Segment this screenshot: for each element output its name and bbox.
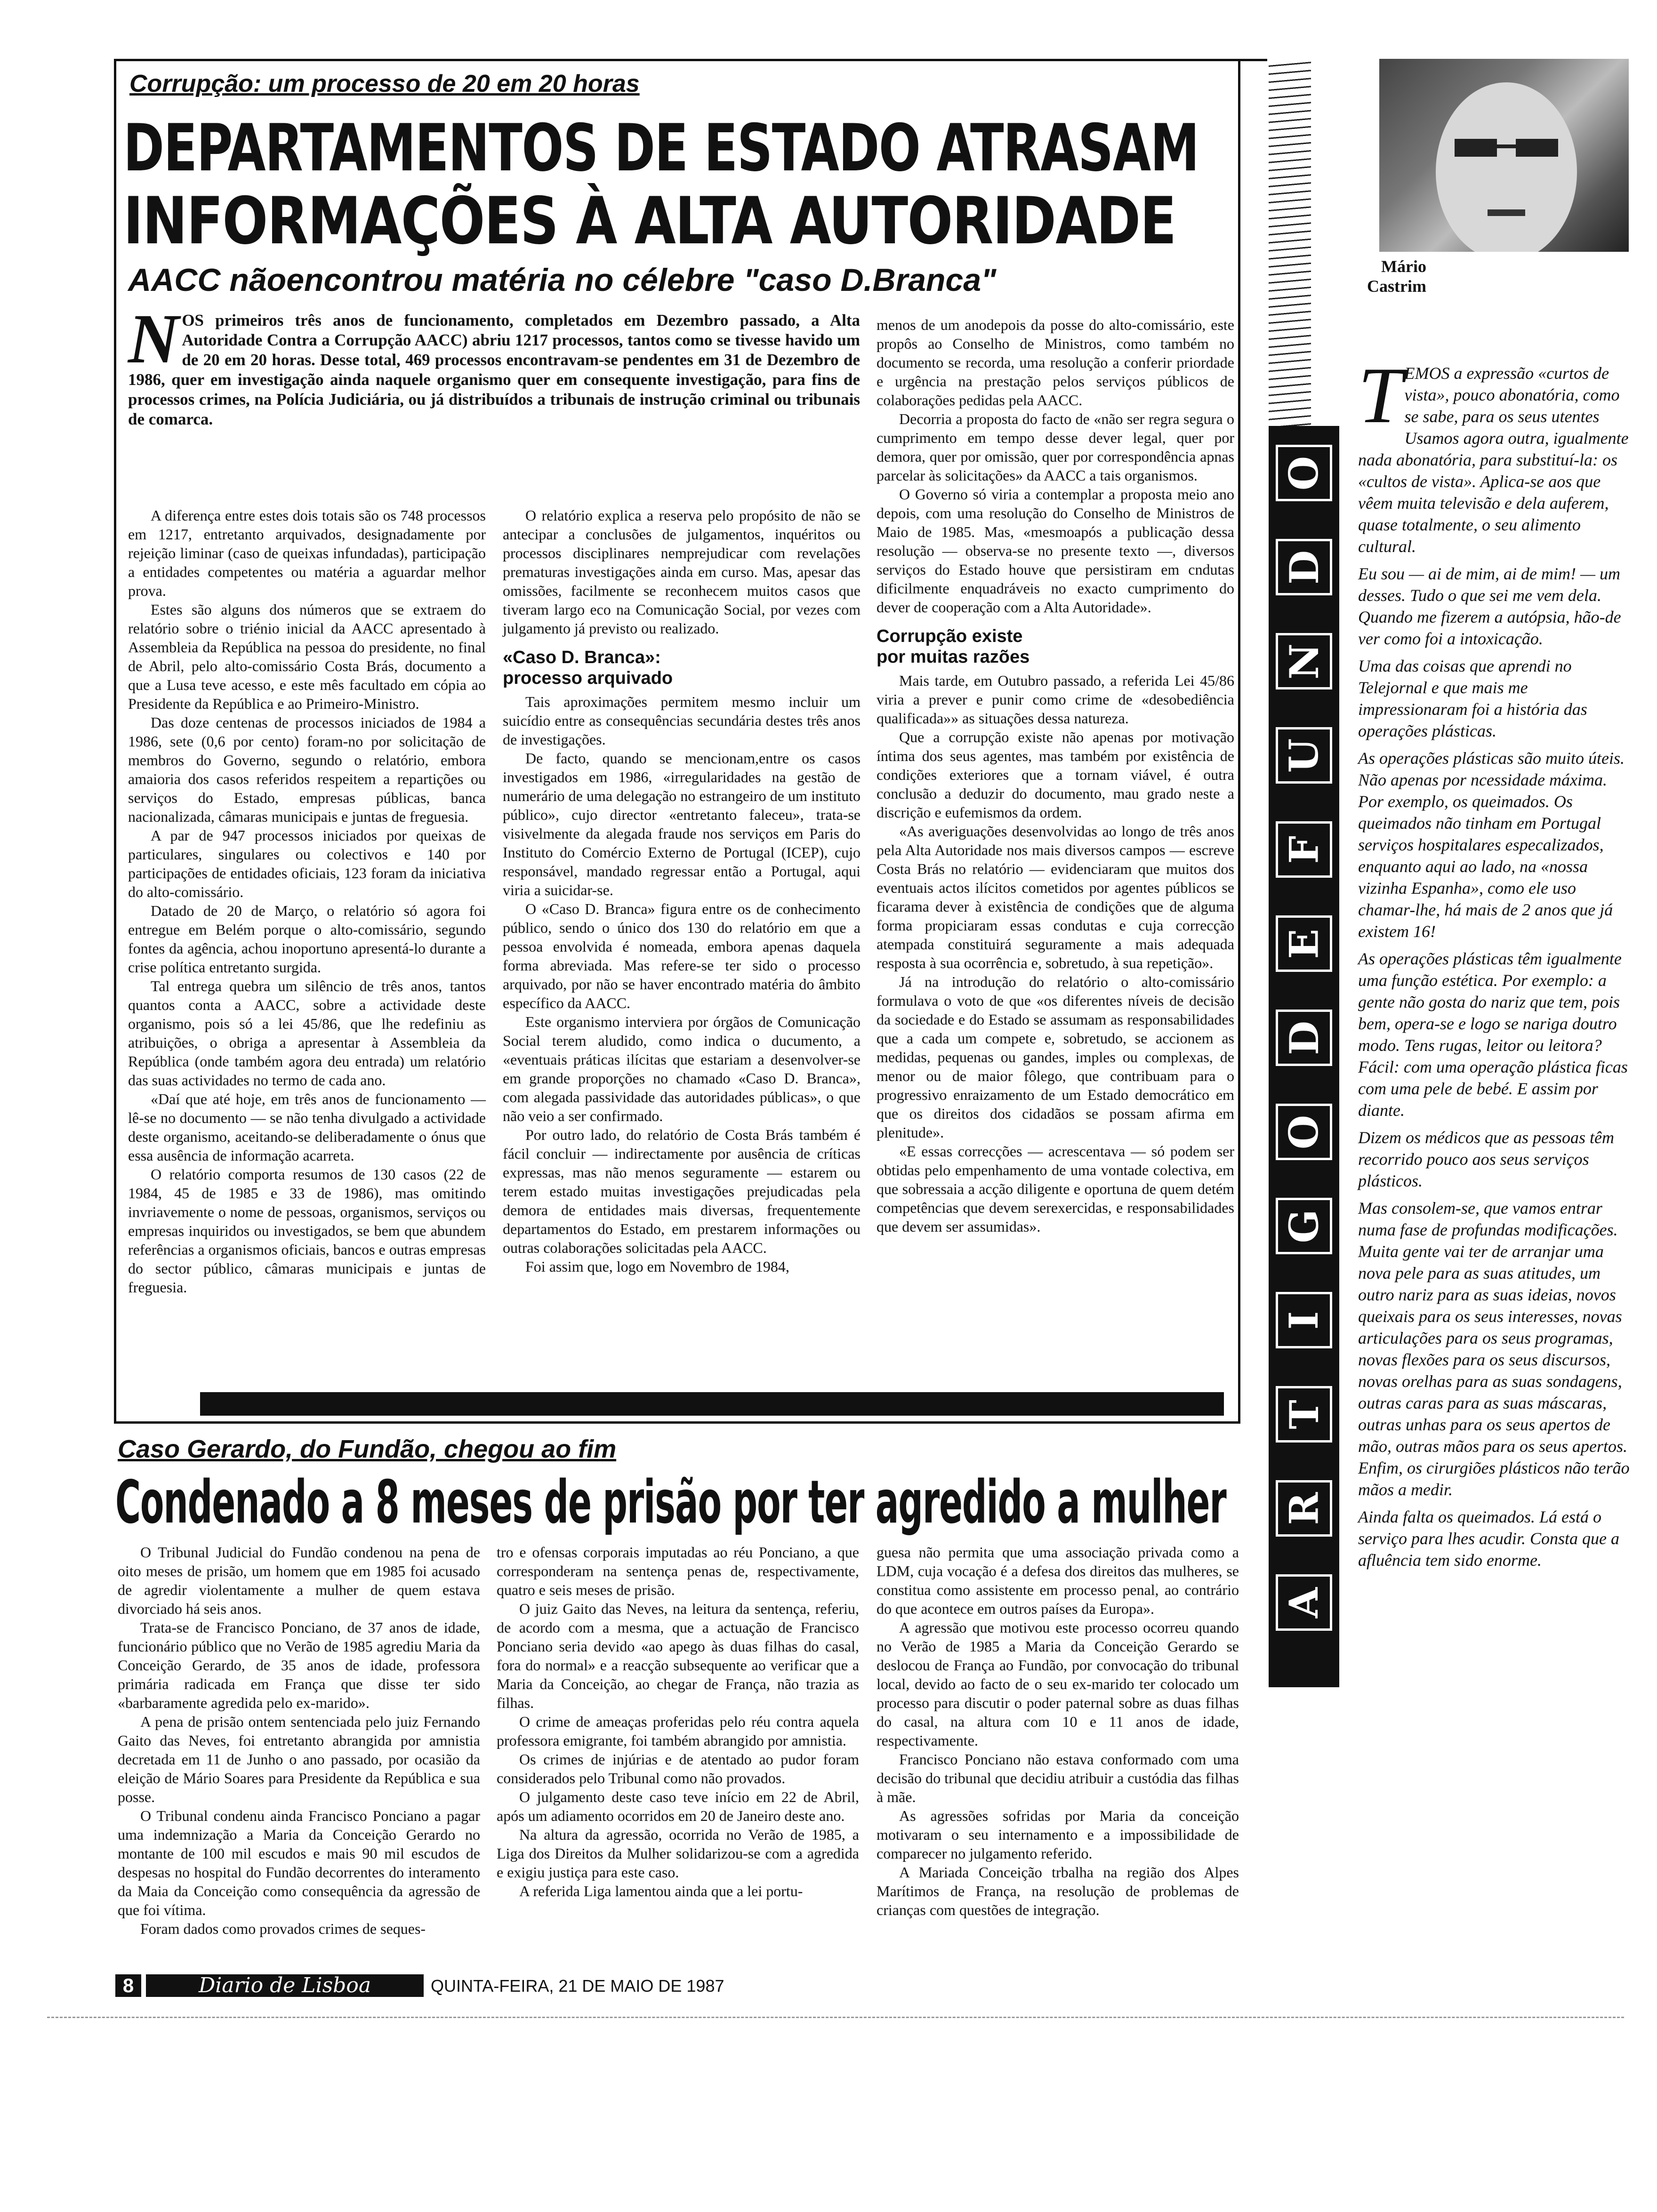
article-divider-bar <box>200 1392 1224 1416</box>
body-paragraph: O Tribunal Judicial do Fundão condenou na pena de oito meses de prisão, um homem que em 1985 foi acusado de agredir violentamente a mulher de quem estava divorciado há seis anos. <box>118 1544 480 1617</box>
body-paragraph: Por outro lado, do relatório de Costa Brás também é fácil concluir — indirectamente por ausência de críticas expressas, mas não menos seguramente — estarem ou terem estado muitas investigações prejudicadas pela demora de entidades mais diversas, frequentemente departamentos do Estado, em prestarem informações ou outras colaborações solicitadas pela AACC. <box>503 1126 861 1256</box>
body-paragraph: O Tribunal condenu ainda Francisco Ponciano a pagar uma indemnização a Maria da Conceição Gerardo no montante de 100 mil escudos e mais 90 mil escudos de despesas no hospital do Fundão decorrentes do interamento da Maia da Conceição como consequência da agressão de que foi vítima. <box>118 1807 480 1918</box>
footer-dashed-rule <box>47 2017 1624 2018</box>
top-frame-right <box>1238 59 1240 1424</box>
body-paragraph: O «Caso D. Branca» figura entre os de conhecimento público, sendo o único dos 130 do relatório em que a pessoa envolvida é nomeada, embora apenas daquela forma abreviada. Mas refere-se ter sido o processo arquivado, por não se haver encontrado matéria do âmbito específico da AACC. <box>503 900 861 1011</box>
sidebar-paragraph: As operações plásticas têm igualmente uma função estética. Por exemplo: a gente não gosta do nariz que tem, pois bem, opera-se e logo se nariga doutro modo. Tens rugas, leitor ou leitora? Fácil: com uma operação plástica ficas com uma pele de bebé. E assim por diante. <box>1358 949 1628 1120</box>
body-paragraph: menos de um anodepois da posse do alto-comissário, este propôs ao Conselho de Ministros, como também no documento se recorda, uma resolução a conferir priordade e urgência na prestação pelos serviços públicos de colaborações pedidas pela AACC. <box>877 316 1234 409</box>
top-column-3 <box>877 315 1234 1236</box>
body-paragraph: De facto, quando se mencionam,entre os casos investigados em 1986, «irregularidades na gestão de numerário de uma delegação no estrangeiro de um instituto público», cujo director «entretanto faleceu», trata-se visivelmente da alegada fraude nos serviços em Paris do Instituto do Comércio Externo de Portugal (ICEP), cujo responsável, mandado regressar então a Portugal, aqui viria a suicidar-se. <box>503 750 861 898</box>
body-paragraph: Trata-se de Francisco Ponciano, de 37 anos de idade, funcionário público que no Verão de 1985 agrediu Maria da Conceição Gerardo, de 35 anos de idade, professora primária radicada em França que disse ter sido «barbaramente agredida pelo ex-marido». <box>118 1619 480 1711</box>
lead-dropcap: N <box>128 300 179 378</box>
subhead: AACC nãoencontrou matéria no célebre "caso D.Branca" <box>128 262 997 298</box>
top-kicker: Corrupção: um processo de 20 em 20 horas <box>129 70 640 97</box>
lead-paragraph <box>128 300 860 429</box>
sidebar-first-paragraph: T EMOS a expressão «curtos de vista», pouco abonatória, como se sabe, para os seus utentes Usamos agora outra, igualmente nada abonatória, para substituí-la: os «cultos de vista». Aplica-se aos que vêem muita televisão e dela auferem, quase totalmente, o seu alimento cultural. <box>1358 351 1629 556</box>
sidebar-column-text <box>1358 351 1636 1577</box>
sidebar-paragraph: Mas consolem-se, que vamos entrar numa fase de profundas modificações. Muita gente vai ter de arranjar uma nova pele para as suas atitudes, um outro nariz para as suas ideias, novos queixais para os seus interesses, novas articulações para os seus programas, novas flexões para os seus discursos, novas orelhas para as suas sondagens, outras caras para as suas máscaras, outras unhas para os seus apertos de mão, outras mãos para os seus apertos. Enfim, os cirurgiões plásticos não terão mãos a medir. <box>1358 1199 1630 1499</box>
body-paragraph: Que a corrupção existe não apenas por motivação íntima dos seus agentes, mas também por existência de condições exteriores que a tornam viável, é outra conclusão a deduzir do documento, mau grado neste a discrição e eufemismos da ordem. <box>877 729 1234 821</box>
subheading-caso-d-branca: «Caso D. Branca»: processo arquivado <box>503 648 673 688</box>
band-letter: F <box>1276 821 1332 878</box>
body-paragraph: A diferença entre estes dois totais são os 748 processos em 1217, entretanto arquivados, designadamente por rejeição liminar (caso de queixas infundadas), participação a entidades competentes ou matéria a aguardar melhor prova. <box>128 507 486 599</box>
bottom-headline: Condenado a 8 meses de prisão por ter agredido a mulher <box>115 1467 1226 1537</box>
sidebar-dropcap: T <box>1358 351 1403 440</box>
body-paragraph: As agressões sofridas por Maria da conceição motivaram o seu internamento e a impossibilidade de comparecer no julgamento referido. <box>877 1807 1239 1862</box>
body-paragraph: A referida Liga lamentou ainda que a lei portu- <box>519 1883 803 1899</box>
body-paragraph: Francisco Ponciano não estava conformado com uma decisão do tribunal que decidiu atribuir a custódia das filhas à mãe. <box>877 1751 1239 1805</box>
band-letter: E <box>1276 915 1332 972</box>
sidebar-paragraph: Dizem os médicos que as pessoas têm recorrido pouco aos seus serviços plásticos. <box>1358 1128 1614 1190</box>
body-paragraph: «Daí que até hoje, em três anos de funcionamento — lê-se no documento — se não tenha divulgado a actividade deste organismo, aceitando-se deliberadamente o ónus que essa ausência de informação acarreta. <box>128 1090 486 1164</box>
sidebar-paragraph: Ainda falta os queimados. Lá está o serviço para lhes acudir. Consta que a afluência tem sido enorme. <box>1358 1507 1619 1570</box>
band-letter: D <box>1276 1010 1332 1066</box>
body-paragraph: O relatório comporta resumos de 130 casos (22 de 1984, 45 de 1985 e 33 de 1986), mas omitindo invriavemente o nome de pessoas, organismos, serviços ou empresas inquiridos ou investigados, se bem que abundem referências a organismos oficiais, bancos e outras empresas do sector público, câmaras municipais e juntas de freguesia. <box>128 1166 486 1296</box>
author-photo <box>1379 59 1629 252</box>
bottom-column-2 <box>497 1543 859 1900</box>
top-frame-left <box>114 59 116 1424</box>
body-paragraph: Já na introdução do relatório o alto-comissário formulava o voto de que «os diferentes níveis de decisão da sociedade e do Estado se assumam as responsabilidades que a cada um compete e, sobretudo, se accionem as medidas, pequenas ou gandes, imples ou complexas, de menor ou de maior fôlego, que contribuam para o progressivo enraizamento de um Estado democrático em que os direitos dos cidadãos se possam afirma em plenitude». <box>877 973 1234 1141</box>
body-paragraph: A par de 947 processos iniciados por queixas de particulares, singulares ou colectivos e 140 por participações de entidades oficiais, 123 foram da iniciativa do alto-comissário. <box>128 827 486 900</box>
body-paragraph: A pena de prisão ontem sentenciada pelo juiz Fernando Gaito das Neves, foi entretanto abrangida por amnistia decretada em 11 de Junho o ano passado, por ocasião da eleição de Mário Soares para Presidente da República e sua posse. <box>118 1713 480 1805</box>
body-paragraph: Datado de 20 de Março, o relatório só agora foi entregue em Belém porque o alto-comissário, segundo fontes da agência, achou inoportuno apresentá-lo durante a crise política entretanto surgida. <box>128 902 486 976</box>
issue-date: QUINTA-FEIRA, 21 DE MAIO DE 1987 <box>431 1976 724 1996</box>
band-letter: O <box>1276 1104 1332 1160</box>
top-frame-top <box>114 59 1267 61</box>
body-paragraph: O crime de ameaças proferidas pelo réu contra aquela professora emigrante, foi também abrangido por amnistia. <box>497 1713 859 1749</box>
headline-line-2: INFORMAÇÕES À ALTA AUTORIDADE <box>123 183 1176 259</box>
band-letter: G <box>1276 1198 1332 1254</box>
body-paragraph: Das doze centenas de processos iniciados de 1984 a 1986, sete (0,6 por cento) foram-no por solicitação de membros do Governo, segundo o relatório, embora amaioria dos casos referidos respeitem a repartições ou serviços do Estado, empresas públicas, banca nacionalizada, câmaras municipais e juntas de freguesia. <box>128 714 486 825</box>
lead-text: OS primeiros três anos de funcionamento, completados em Dezembro passado, a Alta Autoridade Contra a Corrupção AACC) abriu 1217 processos, tantos como se tivesse havido um de 20 em 20 horas. Desse total, 469 processos encontravam-se pendentes em 31 de Dezembro de 1986, quer em investigação ainda naquele organismo quer em consequente investigação, para fins de processos crimes, na Polícia Judiciária, ou já distribuídos a tribunais de instrução criminal ou tribunais de comarca. <box>128 311 860 428</box>
sidebar-paragraph: As operações plásticas são muito úteis. Não apenas por ncessidade máxima. Por exemplo, os queimados. Os queimados não tinham em Portugal serviços hospitalares especalizados, enquanto aqui ao lado, na «nossa vizinha Espanha», como ele uso chamar-lhe, há mais de 2 anos que já existem 16! <box>1358 749 1625 941</box>
page-number: 8 <box>115 1974 141 1997</box>
body-paragraph: A Mariada Conceição trbalha na região dos Alpes Marítimos de França, na resolução de problemas de crianças com questões de integração. <box>877 1864 1239 1918</box>
body-paragraph: Os crimes de injúrias e de atentado ao pudor foram considerados pelo Tribunal como não provados. <box>497 1751 859 1787</box>
body-paragraph: Mais tarde, em Outubro passado, a referida Lei 45/86 viria a prever e punir como crime de «desobediência qualificada»» as situações dessa natureza. <box>877 672 1234 727</box>
bottom-column-3 <box>877 1543 1239 1919</box>
body-paragraph: Este organismo interviera por órgãos de Comunicação Social terem aludido, como indica o ducumento, a «eventuais práticas ilícitas que estariam a desenvolver-se em grande proporções no chamado «Caso D. Branca», com alegada passividade das autoridades públicas», o que não veio a ser confirmado. <box>503 1013 861 1124</box>
author-last-name: Castrim <box>1367 277 1426 296</box>
band-letter: D <box>1276 539 1332 595</box>
body-paragraph: tro e ofensas corporais imputadas ao réu Ponciano, a que corresponderam na sentença penas de, respectivamente, quatro e seis meses de prisão. <box>497 1544 859 1598</box>
sidebar-paragraph: Eu sou — ai de mim, ai de mim! — um desses. Tudo o que sei me vem dela. Quando me fizerem a autópsia, hão-de ver como foi a intoxicação. <box>1358 564 1621 648</box>
body-paragraph: «E essas correcções — acrescentava — só podem ser obtidas pelo empenhamento de uma vontade colectiva, em que sobressaia a acção diligente e oportuna de quem detém competências que devem serexercidas, e responsabilidades que devem ser assumidas». <box>877 1143 1234 1235</box>
author-portrait-icon <box>1379 59 1629 252</box>
body-paragraph: Foram dados como provados crimes de seques- <box>140 1920 426 1937</box>
author-name <box>1351 256 1426 296</box>
body-paragraph: O julgamento deste caso teve início em 22 de Abril, após um adiamento ocorridos em 20 de Janeiro deste ano. <box>497 1788 859 1824</box>
band-letter: U <box>1276 727 1332 784</box>
body-paragraph: A agressão que motivou este processo ocorreu quando no Verão de 1985 a Maria da Conceição Gerardo se deslocou de França ao Fundão, por convocação do tribunal local, devido ao facto de o seu ex-marido ter colocado um processo para discutir o poder paternal sobre as duas filhas do casal, na altura com 10 e 11 anos de idade, respectivamente. <box>877 1619 1239 1749</box>
band-letter: R <box>1276 1480 1332 1537</box>
body-paragraph: Tal entrega quebra um silêncio de três anos, tantos quantos conta a AACC, sobre a actividade deste organismo, pois só a lei 45/86, que lhe redefiniu as atribuições, o obriga a apresentar à Assembleia da República (onde também agora deu entrada) um relatório das suas actividades no termo de cada ano. <box>128 978 486 1089</box>
band-letter: A <box>1276 1574 1332 1631</box>
bottom-column-1 <box>118 1543 480 1938</box>
body-paragraph: Decorria a proposta do facto de «não ser regra segura o cumprimento em tempo desse dever legal, quer por demora, quer por omissão, quer por correspondência apnas parcelar às solicitações» da AACC a tais organismos. <box>877 410 1234 484</box>
band-letter: T <box>1276 1386 1332 1443</box>
masthead: Diario de Lisboa <box>146 1974 424 1997</box>
band-letter: O <box>1276 445 1332 501</box>
body-paragraph: O juiz Gaito das Neves, na leitura da sentença, referiu, de acordo com a mesma, que a actuação de Francisco Ponciano seria devido «ao apego às duas filhas do casal, fora do normal» e a reacção subsequente ao verificar que a Maria da Conceição, ao chegar de França, não trazia as filhas. <box>497 1600 859 1711</box>
body-paragraph: Estes são alguns dos números que se extraem do relatório sobre o triénio inicial da AACC apresentado à Assembleia da República na pessoa do presidente, no final de Abril, pelo alto-comissário Costa Brás, documento a que a Lusa teve acesso, e este mês facultado em cópia ao Presidente da República e ao Primeiro-Ministro. <box>128 601 486 712</box>
body-paragraph: O relatório explica a reserva pelo propósito de não se antecipar a conclusões de julgamentos, inquéritos ou processos disciplinares nemprejudicar com revelações prematuras investigações ainda em curso. Mas, apesar das omissões, facilmente se reconhecem muitos casos que tiveram largo eco na Comunicação Social, por vezes com julgamento já previsto ou realizado. <box>503 507 861 637</box>
headline-line-1: DEPARTAMENTOS DE ESTADO ATRASAM <box>123 110 1199 186</box>
author-first-name: Mário <box>1381 257 1426 276</box>
body-paragraph: «As averiguações desenvolvidas ao longo de três anos pela Alta Autoridade nos mais diversos campos — escreve Costa Brás no relatório — evidenciaram que muitos dos eventuais actos ilícitos cometidos por agentes públicos se ficarama dever à existência de condições que de alguma forma propiciaram essas condutas e cuja correcção atempada constituirá seguramente a mais adequada resposta à sua ocorrência e, sobretudo, à sua repetição». <box>877 823 1234 971</box>
body-paragraph: Foi assim que, logo em Novembro de 1984, <box>525 1258 789 1275</box>
body-paragraph: Tais aproximações permitem mesmo incluir um suicídio entre as consequências secundária destes três anos de investigações. <box>503 693 861 748</box>
top-column-1 <box>128 506 486 1297</box>
bottom-kicker: Caso Gerardo, do Fundão, chegou ao fim <box>118 1435 617 1463</box>
band-letter: I <box>1276 1292 1332 1348</box>
top-frame-bottom <box>114 1421 1240 1424</box>
body-paragraph: guesa não permita que uma associação privada como a LDM, cuja vocação é a defesa dos direitos das mulheres, se constitua como assistente em processo penal, ao contrário do que acontece em outros países da Europa». <box>877 1544 1239 1617</box>
band-letter: N <box>1276 633 1332 689</box>
sidebar-paragraph: Uma das coisas que aprendi no Telejornal e que mais me impressionaram foi a história das operações plásticas. <box>1358 657 1587 740</box>
body-paragraph: Na altura da agressão, ocorrida no Verão de 1985, a Liga dos Direitos da Mulher solidarizou-se com a agredida e exigiu justiça para este caso. <box>497 1826 859 1881</box>
top-column-2 <box>503 506 861 1276</box>
subheading-corrupcao-existe: Corrupção existe por muitas razões <box>877 626 1030 667</box>
body-paragraph: O Governo só viria a contemplar a proposta meio ano depois, com uma resolução do Conselho de Ministros de Maio de 1985. Mas, «mesmoapós a publicação dessa resolução — observa-se no presente texto —, diversos serviços do Estado houve que persistiram em cndutas dificilmente enquadráveis no exacto cumprimento do dever de cooperação com a Alta Autoridade». <box>877 486 1234 616</box>
